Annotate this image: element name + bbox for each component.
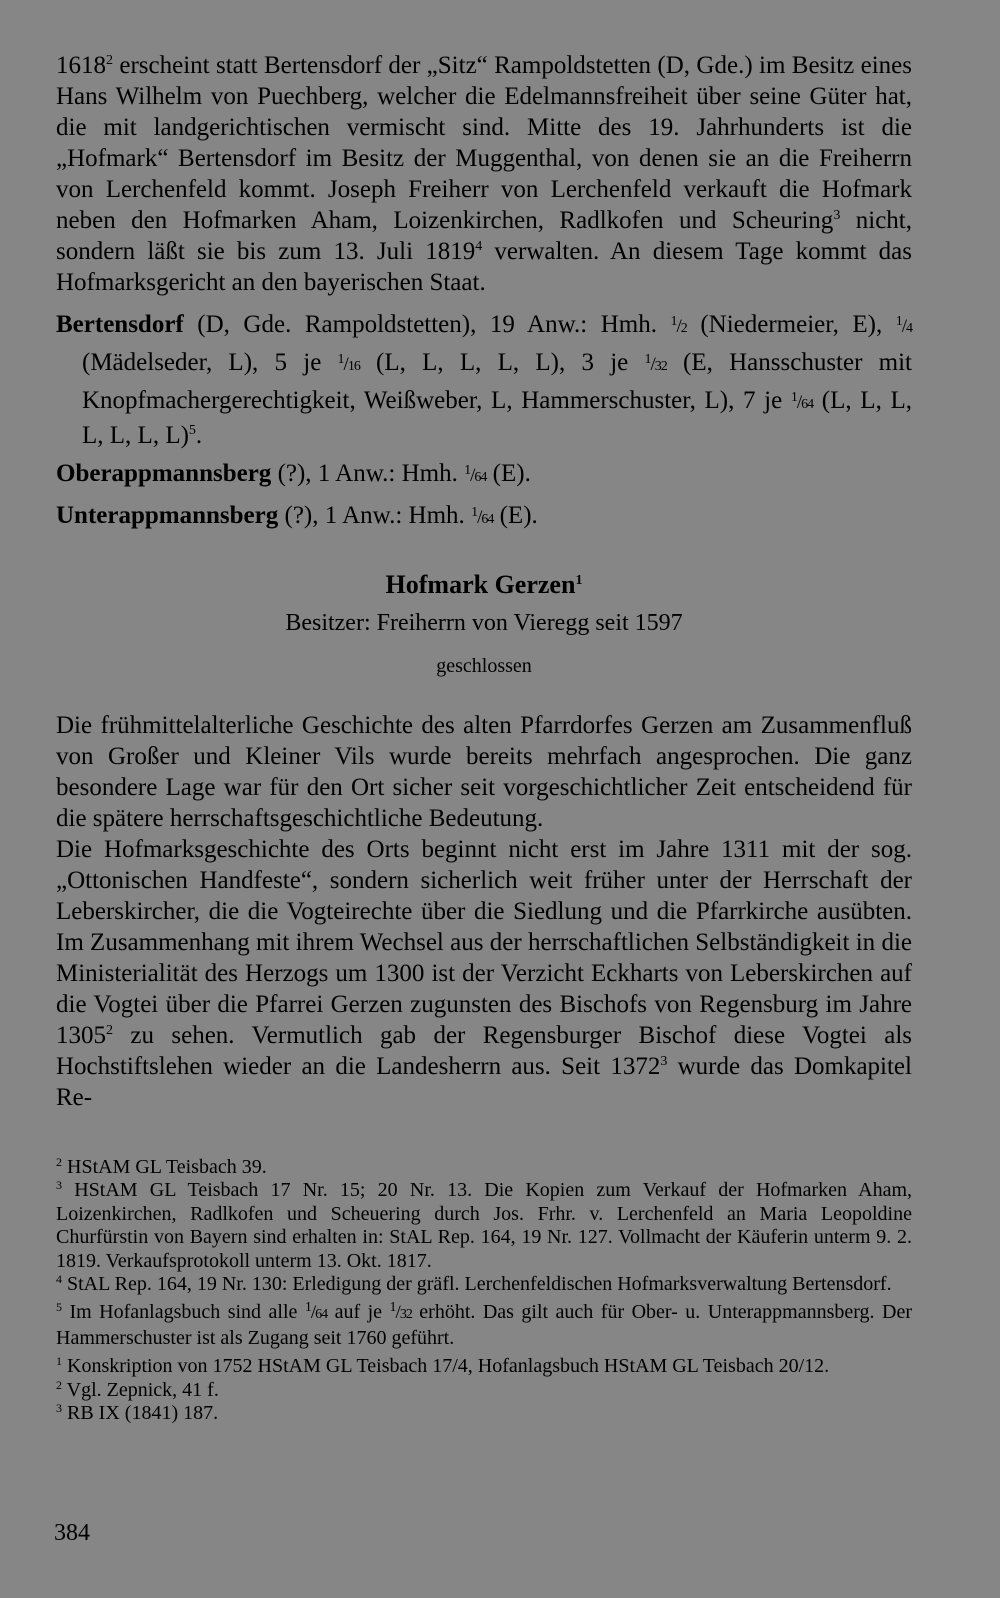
entry-unterappmannsberg xyxy=(56,497,912,535)
section-title xyxy=(56,569,912,600)
page-number: 384 xyxy=(54,1520,90,1546)
fraction: $^1$/64 xyxy=(464,463,487,486)
place-name: Bertensdorf xyxy=(56,311,184,338)
intro-year: 1618 xyxy=(56,52,106,79)
fraction: $^1$/64 xyxy=(790,390,814,413)
fraction: $^1$/4 xyxy=(895,314,913,337)
entry-text: (E). xyxy=(493,502,538,529)
fraction-denominator: 4 xyxy=(906,321,913,336)
fraction: $^1$/2 xyxy=(670,314,687,337)
fraction-denominator: 64 xyxy=(801,397,814,412)
place-name: Unterappmannsberg xyxy=(56,502,279,529)
intro-text-1: erscheint statt Bertensdorf der „Sitz“ Rampoldstetten (D, Gde.) im Besitz eines Hans Wilhelm von Puechberg, welcher die Edelmannsfreiheit über seine Güter hat, die mit landgerichtischen vermischt sind. Mitte des 19. Jahrhunderts ist die „Hofmark“ Bertensdorf im Besitz der Muggenthal, von denen sie an die Freiherrn von Lerchenfeld kommt. Joseph Freiherr von Lerchenfeld verkauft die Hofmark neben den Hofmarken Aham, Loizenkirchen, Radlkofen und Scheuring xyxy=(56,52,912,234)
fraction-denominator: 64 xyxy=(474,470,487,485)
footnote-text: Im Hofanlagsbuch sind alle xyxy=(62,1301,305,1324)
paragraph-2 xyxy=(56,834,912,1113)
footnote xyxy=(56,1156,912,1179)
paragraph-2-text-3: wurde das Domkapitel Re- xyxy=(56,1053,912,1111)
footnote-text: HStAM GL Teisbach 17 Nr. 15; 20 Nr. 13. Die Kopien zum Verkauf der Hofmarken Aham, Loizenkirchen, Radlkofen und Scheuering durch Jos. Frhr. v. Lerchenfeld an Maria Leopoldine Churfürstin von Bayern sind erhalten in: StAL Rep. 164, 19 Nr. 127. Vollmacht der Käuferin unterm 9. 2. 1819. Verkaufsprotokoll unterm 13. Okt. 1817. xyxy=(56,1179,912,1272)
fraction-denominator: 2 xyxy=(680,321,687,336)
entry-oberappmannsberg xyxy=(56,455,912,493)
paragraph-2-text-2: zu sehen. Vermutlich gab der Regensburger Bischof diese Vogtei als Hochstiftslehen wieder an die Landesherrn aus. Seit 1372 xyxy=(56,1022,912,1080)
fraction: $^1$/16 xyxy=(337,352,360,375)
entry-text: (L, L, L, L, L, L, L) xyxy=(82,387,913,449)
entry-text: (E, Hansschuster mit Knopfmachergerechtigkeit, Weißweber, L, Hammerschuster, L), 7 je xyxy=(82,349,912,414)
entry-text: (Mädelseder, L), 5 je xyxy=(82,349,338,376)
footnote xyxy=(56,1355,912,1378)
fraction-denominator: 64 xyxy=(481,512,494,527)
footnote-number: 3 xyxy=(56,1178,62,1193)
footnote-number: 5 xyxy=(56,1300,62,1315)
entry-bertensdorf xyxy=(56,306,912,451)
footnote-number: 2 xyxy=(56,1377,62,1392)
footnote-ref: 3 xyxy=(833,208,841,223)
footnote-text: StAL Rep. 164, 19 Nr. 130: Erledigung der gräfl. Lerchenfeldischen Hofmarksverwaltung Bertensdorf. xyxy=(62,1273,892,1296)
footnote-ref: 1 xyxy=(575,573,583,588)
paragraph-1: Die frühmittelalterliche Geschichte des alten Pfarrdorfes Gerzen am Zusammenfluß von Großer und Kleiner Vils wurde bereits mehrfach angesprochen. Die ganz besondere Lage war für den Ort sicher seit vorgeschichtlicher Zeit entscheidend für die spätere herrschaftsgeschichtliche Bedeutung. xyxy=(56,712,912,832)
fraction-numerator: 1 xyxy=(670,314,677,329)
fraction-numerator: 1 xyxy=(304,1300,311,1316)
fraction-denominator: 16 xyxy=(347,359,360,374)
footnote-number: 3 xyxy=(56,1401,62,1416)
footnote xyxy=(56,1179,912,1273)
footnote-text: auf je xyxy=(327,1301,390,1324)
entry-text: (L, L, L, L, L), 3 je xyxy=(359,349,645,376)
footnotes xyxy=(56,1156,912,1425)
fraction-denominator: 32 xyxy=(654,359,667,374)
footnote-number: 4 xyxy=(56,1272,62,1287)
fraction: $^1$/32 xyxy=(389,1300,412,1324)
fraction: $^1$/32 xyxy=(644,352,667,375)
footnote-ref: 2 xyxy=(106,1023,113,1038)
footnote-text: RB IX (1841) 187. xyxy=(62,1402,219,1425)
fraction: $^1$/64 xyxy=(471,505,494,528)
entry-text: (E). xyxy=(486,460,531,487)
footnote-ref: 5 xyxy=(188,423,196,438)
section-owner: Besitzer: Freiherrn von Vieregg seit 1597 xyxy=(285,610,683,636)
fraction-numerator: 1 xyxy=(464,463,471,478)
entry-text: . xyxy=(195,422,203,449)
entry-text: (?), 1 Anw.: Hmh. xyxy=(278,502,472,529)
section-status: geschlossen xyxy=(436,655,532,677)
fraction: $^1$/64 xyxy=(304,1300,328,1324)
entry-text: (Niedermeier, E), xyxy=(686,311,896,338)
footnote-number: 1 xyxy=(56,1354,62,1369)
intro-paragraph xyxy=(56,50,912,298)
footnote xyxy=(56,1379,912,1402)
footnote-number: 2 xyxy=(56,1155,62,1169)
fraction-numerator: 1 xyxy=(790,390,797,405)
place-name: Oberappmannsberg xyxy=(56,460,272,487)
footnote-text: Konskription von 1752 HStAM GL Teisbach 17/4, Hofanlagsbuch HStAM GL Teisbach 20/12. xyxy=(62,1355,830,1378)
fraction-numerator: 1 xyxy=(644,352,651,367)
footnote-text: erhöht. Das gilt auch für Ober- u. Unterappmannsberg. Der Hammerschuster ist als Zugang seit 1760 geführt. xyxy=(56,1301,913,1349)
footnote-ref: 3 xyxy=(660,1054,668,1069)
footnote xyxy=(56,1402,912,1425)
footnote-ref: 2 xyxy=(106,53,113,68)
footnote xyxy=(56,1296,912,1350)
intro-text-3: verwalten. An diesem Tage kommt das Hofmarksgericht an den bayerischen Staat. xyxy=(56,238,912,296)
entry-text: (?), 1 Anw.: Hmh. xyxy=(271,460,465,487)
section-title-text: Hofmark Gerzen xyxy=(385,570,576,599)
entry-text: (D, Gde. Rampoldstetten), 19 Anw.: Hmh. xyxy=(183,311,671,338)
fraction-numerator: 1 xyxy=(471,505,478,520)
paragraph-2-text-1: Die Hofmarksgeschichte des Orts beginnt nicht erst im Jahre 1311 mit der sog. „Ottonischen Handfeste“, sondern sicherlich weit früher unter der Herrschaft der Leberskircher, die die Vogteirechte über die Siedlung und die Pfarrkirche ausübten. Im Zusammenhang mit ihrem Wechsel aus der herrschaftlichen Selbständigkeit in die Ministerialität des Herzogs um 1300 ist der Verzicht Eckharts von Leberskirchen auf die Vogtei über die Pfarrei Gerzen zugunsten des Bischofs von Regensburg im Jahre 1305 xyxy=(56,836,912,1049)
intro-text-2: nicht, sondern läßt sie bis zum 13. Juli 1819 xyxy=(56,207,912,265)
fraction-numerator: 1 xyxy=(895,314,902,329)
footnote xyxy=(56,1273,912,1296)
fraction-denominator: 32 xyxy=(399,1307,412,1323)
footnote-text: Vgl. Zepnick, 41 f. xyxy=(62,1378,219,1401)
footnote-ref: 4 xyxy=(475,239,483,254)
fraction-denominator: 64 xyxy=(315,1307,328,1323)
footnote-text: HStAM GL Teisbach 39. xyxy=(62,1156,267,1178)
fraction-numerator: 1 xyxy=(337,352,344,367)
fraction-numerator: 1 xyxy=(389,1300,396,1316)
main-text xyxy=(56,50,912,1113)
